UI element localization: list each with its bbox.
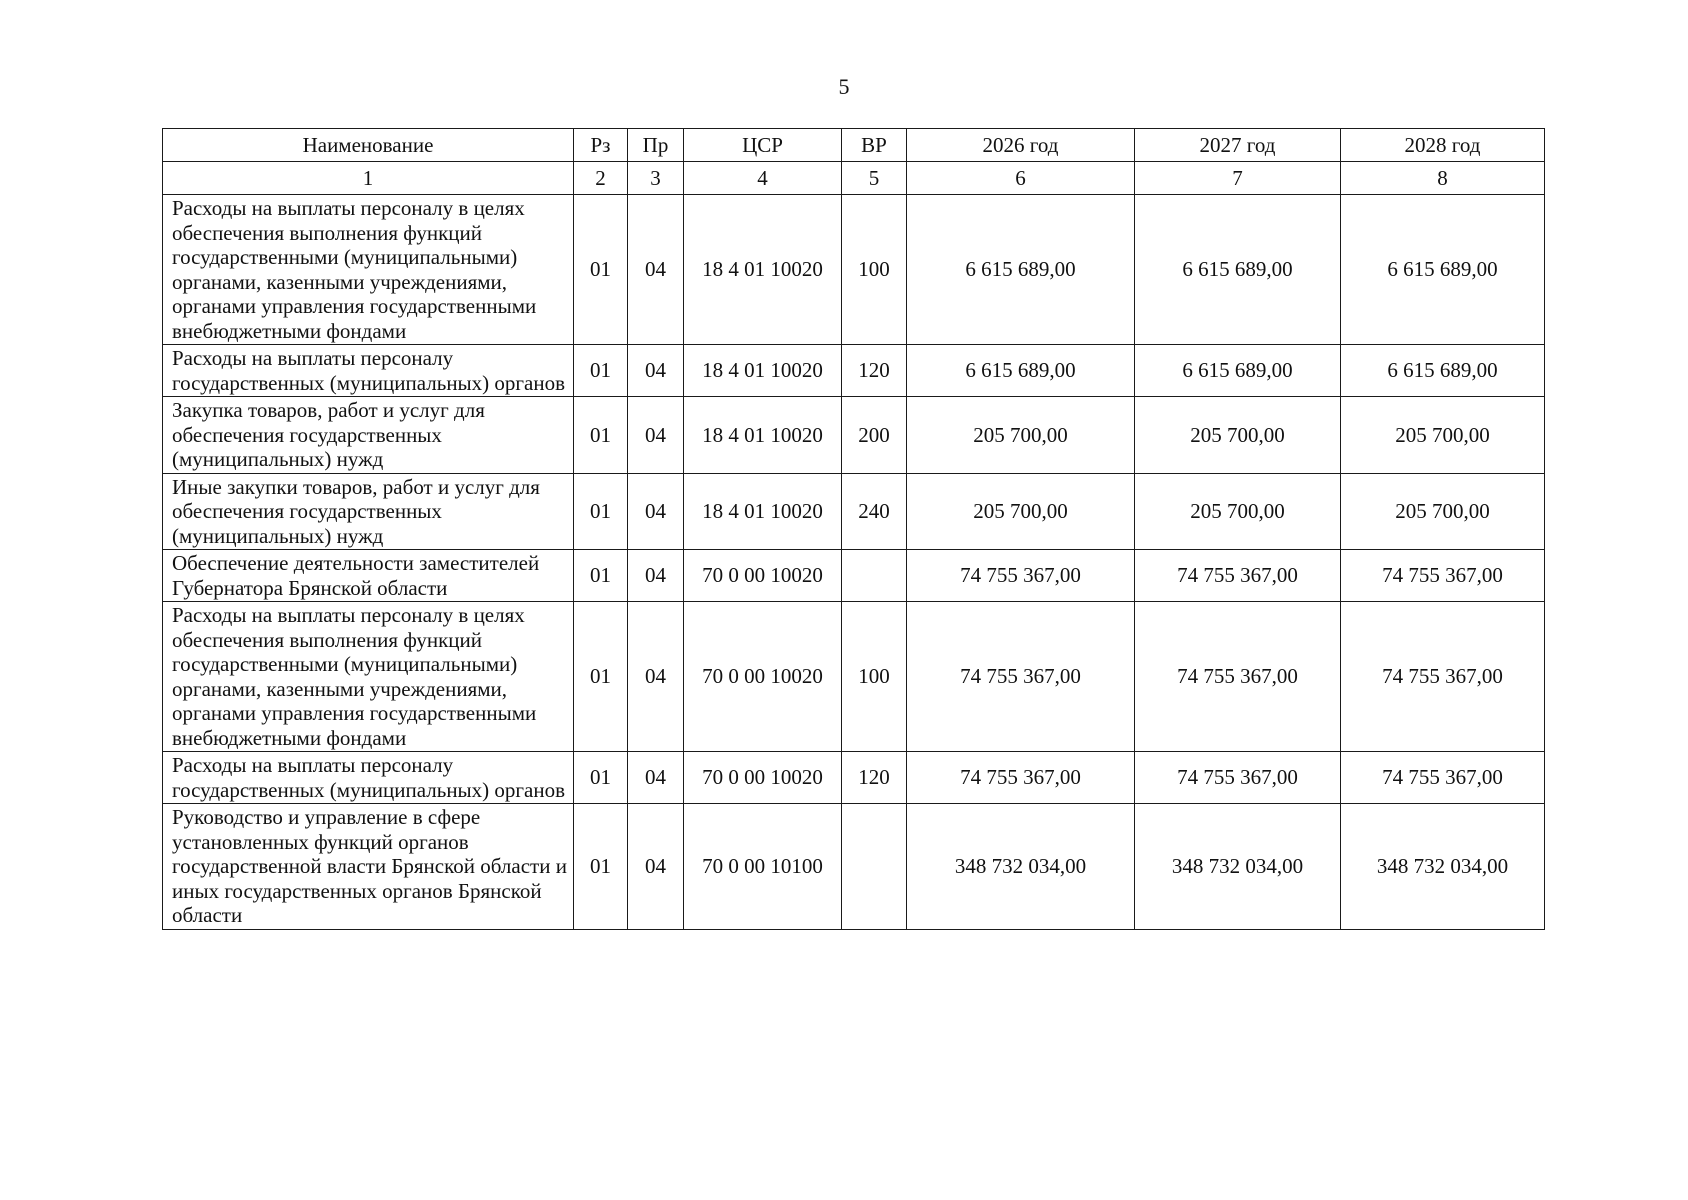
row-csr: 70 0 00 10100: [684, 804, 842, 930]
row-csr: 18 4 01 10020: [684, 473, 842, 550]
row-name: Расходы на выплаты персоналу государственных (муниципальных) органов: [163, 752, 574, 804]
column-number: 5: [842, 162, 907, 195]
row-csr: 70 0 00 10020: [684, 752, 842, 804]
row-amount-2027: 6 615 689,00: [1135, 195, 1341, 345]
row-pr: 04: [628, 602, 684, 752]
row-amount-2027: 74 755 367,00: [1135, 752, 1341, 804]
row-vr: 100: [842, 602, 907, 752]
column-number: 3: [628, 162, 684, 195]
column-number: 7: [1135, 162, 1341, 195]
row-amount-2026: 6 615 689,00: [907, 195, 1135, 345]
row-amount-2028: 74 755 367,00: [1341, 602, 1545, 752]
row-rz: 01: [574, 550, 628, 602]
row-csr: 18 4 01 10020: [684, 345, 842, 397]
header-vr: ВР: [842, 129, 907, 162]
row-name: Расходы на выплаты персоналу в целях обеспечения выполнения функций государственными (муниципальными) органами, казенными учреждениями, органами управления государственными внебюджетными фондами: [163, 195, 574, 345]
table-row: [163, 397, 1545, 474]
table-row: [163, 345, 1545, 397]
row-amount-2027: 74 755 367,00: [1135, 602, 1341, 752]
row-amount-2028: 205 700,00: [1341, 473, 1545, 550]
row-vr: 100: [842, 195, 907, 345]
row-rz: 01: [574, 602, 628, 752]
row-amount-2026: 74 755 367,00: [907, 752, 1135, 804]
table-row: [163, 195, 1545, 345]
row-amount-2027: 348 732 034,00: [1135, 804, 1341, 930]
column-number: 6: [907, 162, 1135, 195]
row-amount-2026: 6 615 689,00: [907, 345, 1135, 397]
column-number: 8: [1341, 162, 1545, 195]
table-row: [163, 550, 1545, 602]
column-number: 4: [684, 162, 842, 195]
row-csr: 18 4 01 10020: [684, 397, 842, 474]
row-amount-2028: 205 700,00: [1341, 397, 1545, 474]
row-rz: 01: [574, 804, 628, 930]
row-pr: 04: [628, 550, 684, 602]
budget-table: [162, 128, 1545, 930]
row-name: Руководство и управление в сфере установленных функций органов государственной власти Брянской области и иных государственных органов Брянской области: [163, 804, 574, 930]
header-2028: 2028 год: [1341, 129, 1545, 162]
row-amount-2026: 348 732 034,00: [907, 804, 1135, 930]
row-amount-2027: 74 755 367,00: [1135, 550, 1341, 602]
row-pr: 04: [628, 345, 684, 397]
row-csr: 70 0 00 10020: [684, 550, 842, 602]
row-vr: 120: [842, 752, 907, 804]
table-row: [163, 752, 1545, 804]
row-rz: 01: [574, 397, 628, 474]
row-vr: 240: [842, 473, 907, 550]
row-amount-2028: 74 755 367,00: [1341, 752, 1545, 804]
header-2027: 2027 год: [1135, 129, 1341, 162]
row-amount-2028: 6 615 689,00: [1341, 345, 1545, 397]
row-amount-2027: 205 700,00: [1135, 473, 1341, 550]
row-rz: 01: [574, 195, 628, 345]
row-vr: 200: [842, 397, 907, 474]
row-vr: [842, 550, 907, 602]
row-name: Закупка товаров, работ и услуг для обеспечения государственных (муниципальных) нужд: [163, 397, 574, 474]
row-csr: 18 4 01 10020: [684, 195, 842, 345]
row-name: Расходы на выплаты персоналу в целях обеспечения выполнения функций государственными (муниципальными) органами, казенными учреждениями, органами управления государственными внебюджетными фондами: [163, 602, 574, 752]
table-row: [163, 804, 1545, 930]
header-name: Наименование: [163, 129, 574, 162]
row-rz: 01: [574, 473, 628, 550]
row-pr: 04: [628, 804, 684, 930]
row-vr: 120: [842, 345, 907, 397]
row-amount-2026: 205 700,00: [907, 473, 1135, 550]
row-amount-2026: 74 755 367,00: [907, 602, 1135, 752]
header-pr: Пр: [628, 129, 684, 162]
table-row: [163, 602, 1545, 752]
header-csr: ЦСР: [684, 129, 842, 162]
table-row: [163, 473, 1545, 550]
column-number-row: [163, 162, 1545, 195]
row-amount-2027: 205 700,00: [1135, 397, 1341, 474]
row-name: Расходы на выплаты персоналу государственных (муниципальных) органов: [163, 345, 574, 397]
header-rz: Рз: [574, 129, 628, 162]
row-amount-2026: 74 755 367,00: [907, 550, 1135, 602]
row-pr: 04: [628, 195, 684, 345]
row-amount-2028: 74 755 367,00: [1341, 550, 1545, 602]
row-amount-2028: 348 732 034,00: [1341, 804, 1545, 930]
row-vr: [842, 804, 907, 930]
row-name: Обеспечение деятельности заместителей Губернатора Брянской области: [163, 550, 574, 602]
row-rz: 01: [574, 752, 628, 804]
row-amount-2026: 205 700,00: [907, 397, 1135, 474]
row-pr: 04: [628, 473, 684, 550]
row-name: Иные закупки товаров, работ и услуг для обеспечения государственных (муниципальных) нужд: [163, 473, 574, 550]
row-csr: 70 0 00 10020: [684, 602, 842, 752]
row-pr: 04: [628, 397, 684, 474]
column-number: 1: [163, 162, 574, 195]
row-amount-2027: 6 615 689,00: [1135, 345, 1341, 397]
row-pr: 04: [628, 752, 684, 804]
row-rz: 01: [574, 345, 628, 397]
table-header-row: [163, 129, 1545, 162]
row-amount-2028: 6 615 689,00: [1341, 195, 1545, 345]
header-2026: 2026 год: [907, 129, 1135, 162]
page-number: 5: [838, 74, 850, 99]
column-number: 2: [574, 162, 628, 195]
